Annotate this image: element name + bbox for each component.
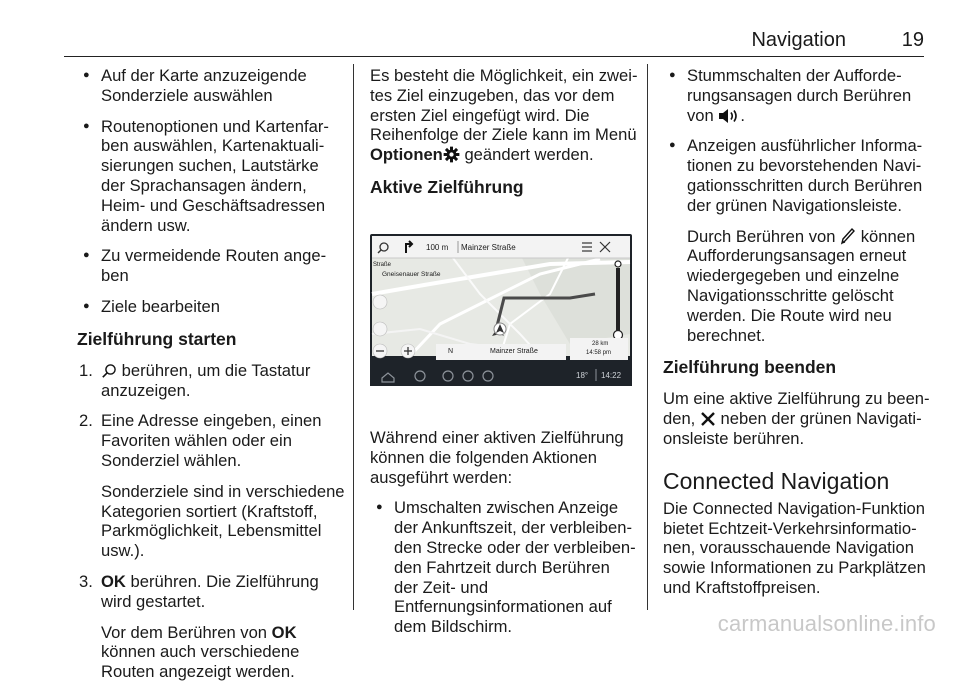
navigation-screen-image	[370, 234, 632, 386]
column-divider-2	[647, 64, 648, 610]
search-icon	[101, 363, 117, 379]
eta-time: 14:58 pm	[586, 349, 612, 356]
step-2: 2. Eine Adresse eingeben, einen Favoriten wählen oder ein Sonderziel wählen. Sonderziele sind in verschiedene Kategorien sortiert (Kraftstoff, Parkmöglichkeit, Lebensmittel usw.).	[79, 411, 345, 561]
column-2	[370, 66, 638, 648]
list-item: ● Ziele bearbeiten	[77, 297, 347, 317]
active-guidance-text: Während einer aktiven Zielführung können die folgenden Aktionen ausgeführt werden:	[370, 427, 624, 487]
column-divider-1	[353, 64, 354, 610]
list-item: ● Anzeigen ausführlicher Informationen zu bevorstehenden Navigationsschritten durch Berühren der grünen Navigationsleiste. Durch Berühren von können Aufforderungsansagen erneut wiedergegeben und einzelne Navigationsschritte gelöscht werden. Die Route wird neu berechnet.	[663, 136, 931, 345]
watermark: carmanualsonline.info	[717, 611, 936, 636]
column-1	[77, 66, 347, 693]
heading-zielfuehrung-starten: Zielführung starten	[77, 328, 237, 349]
heading-connected-navigation: Connected Navigation	[663, 467, 890, 494]
list-item: ● Zu vermeidende Routen angeben	[77, 246, 347, 286]
pencil-icon	[840, 227, 856, 245]
header-rule	[64, 56, 924, 57]
map-graphic	[370, 234, 632, 386]
step-1: 1. berühren, um die Tastatur anzuzeigen.	[79, 360, 311, 400]
list-item: ● Umschalten zwischen Anzeige der Ankunftszeit, der verbleibenden Strecke oder der verbleibenden Fahrtzeit durch Berühren der Zeit- und Entfernungsinformationen auf dem Bildschirm.	[370, 498, 638, 637]
clock: 14:22	[601, 370, 622, 380]
page-number: 19	[901, 29, 924, 51]
step-3: 3. OK berühren. Die Zielführung wird gestartet. Vor dem Berühren von OK können auch verschiedene Routen angezeigt werden.	[79, 571, 319, 682]
heading-aktive-zielfuehrung: Aktive Zielführung	[370, 176, 524, 197]
bottom-street: Mainzer Straße	[490, 347, 538, 355]
list-item: ● Auf der Karte anzuzeigende Sonderziele auswählen	[77, 66, 347, 106]
nav-street: Mainzer Straße	[461, 242, 516, 252]
list-item: ● Routenoptionen und Kartenfarben auswählen, Kartenaktualisierungen suchen, Lautstärke der Sprachansagen ändern, Heim- und Geschäftsadressen ändern usw.	[77, 117, 347, 236]
list-item: ● Stummschalten der Aufforderungsansagen durch Berühren von .	[663, 66, 931, 125]
compass-indicator: N	[448, 347, 454, 355]
intro-paragraph: Es besteht die Möglichkeit, ein zweites Ziel einzugeben, das vor dem ersten Ziel eingefügt wird. Die Reihenfolge der Ziele kann im Menü Optionen geändert werden.	[370, 66, 638, 165]
close-icon	[700, 411, 716, 427]
gear-icon	[443, 146, 460, 163]
map-label-strasse: Straße	[373, 261, 392, 268]
eta-distance: 28 km	[592, 340, 609, 347]
end-guidance-text: Um eine aktive Zielführung zu beenden, neben der grünen Navigationsleiste berühren.	[663, 389, 930, 448]
connected-navigation-text: Die Connected Navigation-Funktion bietet Echtzeit-Verkehrsinformationen, vorausschauende Navigation sowie Informationen zu Parkplätzen und Kraftstoffpreisen.	[663, 498, 926, 597]
page-header	[0, 28, 960, 54]
speaker-icon	[718, 108, 740, 124]
heading-zielfuehrung-beenden: Zielführung beenden	[663, 357, 837, 378]
map-label-street: Gneisenauer Straße	[382, 270, 441, 278]
nav-distance: 100 m	[426, 242, 449, 252]
section-title: Navigation	[751, 29, 846, 51]
temperature: 18°	[576, 370, 589, 380]
column-3	[663, 66, 931, 609]
